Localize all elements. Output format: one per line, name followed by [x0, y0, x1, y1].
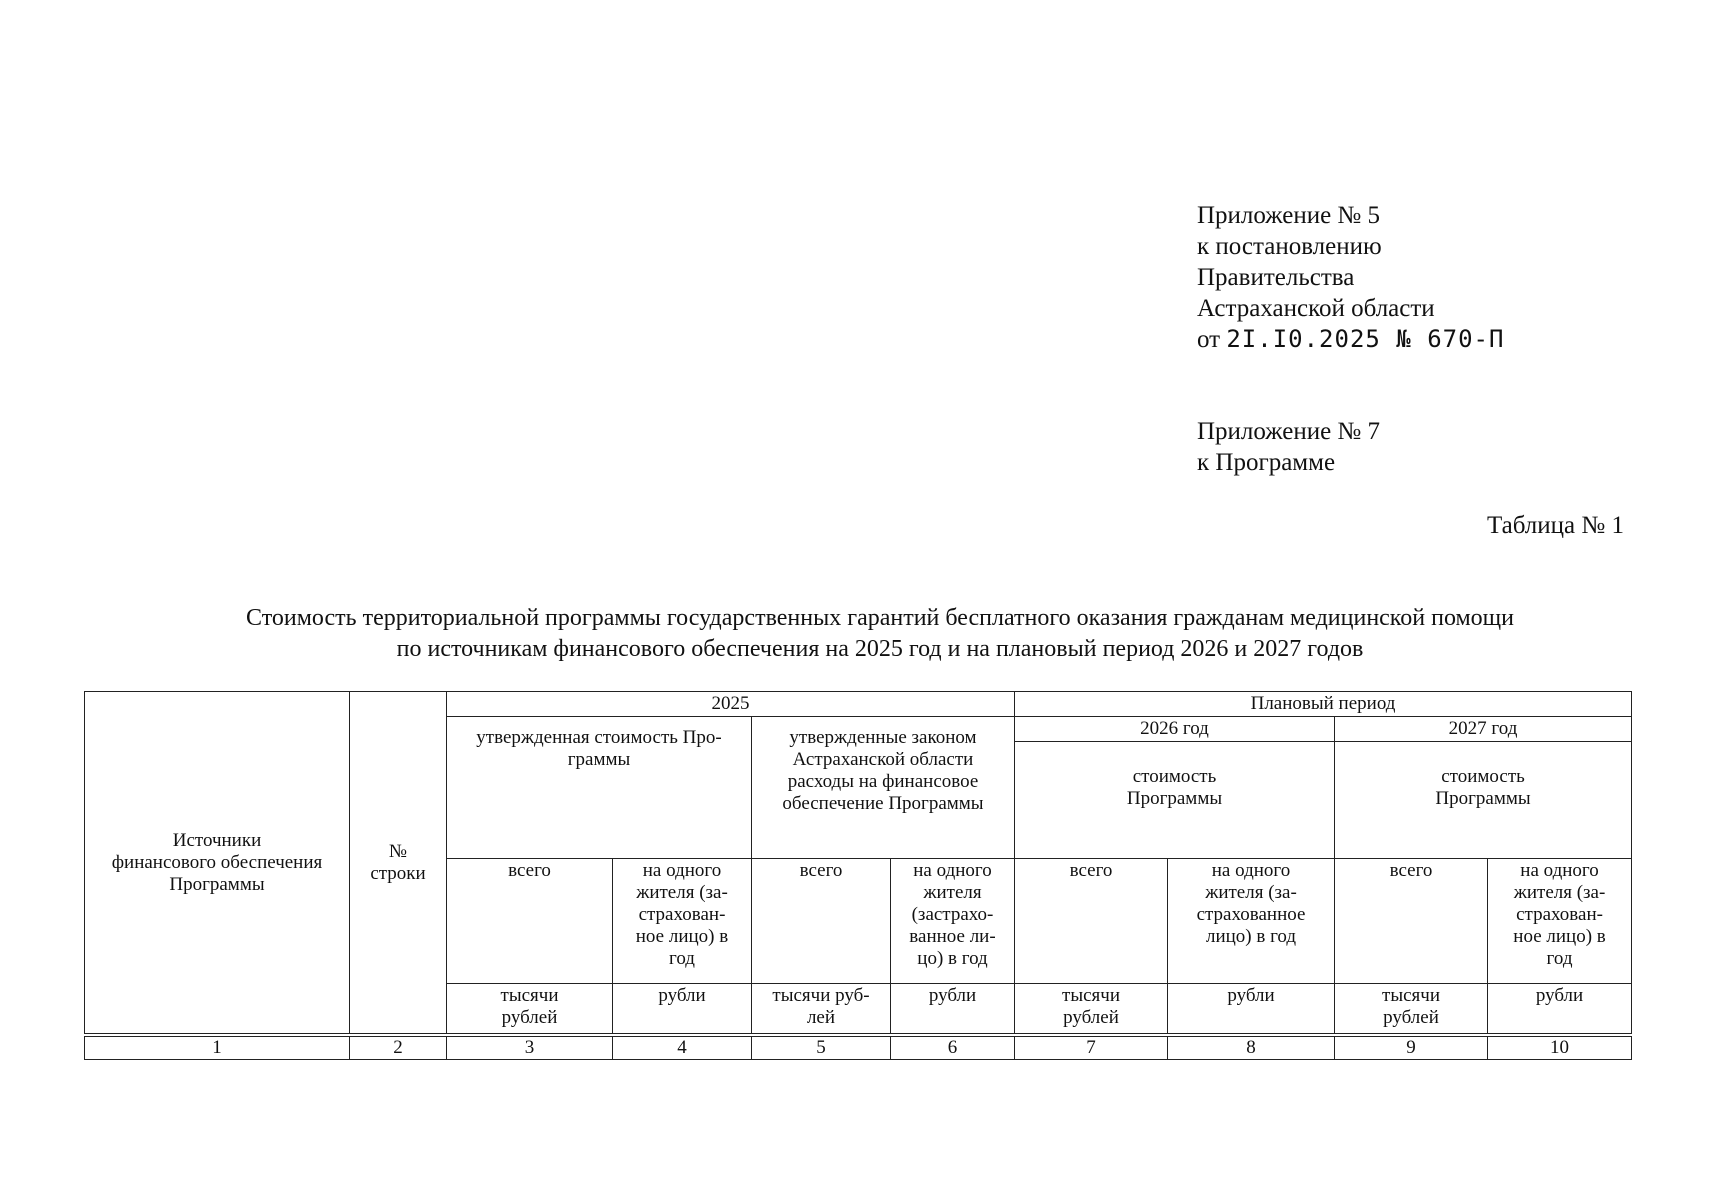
annex-5-line-3: Правительства — [1197, 264, 1355, 291]
table-number: Таблица № 1 — [1486, 512, 1624, 539]
sub-col-5: всего — [752, 859, 891, 984]
annex-5-header — [1197, 200, 1504, 355]
col-number-7: 7 — [1015, 1037, 1168, 1060]
annex-7-header — [1197, 416, 1380, 478]
unit-col-9: тысячи рублей — [1335, 984, 1488, 1034]
header-planned-period: Плановый период — [1015, 692, 1632, 717]
sub-col-4: на одного жителя (за- страхован- ное лицо) в год — [613, 859, 752, 984]
annex-5-title: Приложение № 5 — [1197, 202, 1381, 229]
title-line-1: Стоимость территориальной программы государственных гарантий бесплатного оказания гражданам медицинской помощи — [246, 605, 1514, 631]
unit-col-5: тысячи руб- лей — [752, 984, 891, 1034]
annex-5-line-2: к постановлению — [1197, 233, 1382, 260]
header-year-2027: 2027 год — [1335, 717, 1632, 742]
col-number-10: 10 — [1488, 1037, 1632, 1060]
header-approved-law: утвержденные законом Астраханской области расходы на финансовое обеспечение Программы — [752, 717, 1015, 859]
unit-col-7: тысячи рублей — [1015, 984, 1168, 1034]
col-number-4: 4 — [613, 1037, 752, 1060]
sub-col-6: на одного жителя (застрахо- ванное ли- цо) в год — [891, 859, 1015, 984]
col-number-5: 5 — [752, 1037, 891, 1060]
header-approved-cost: утвержденная стоимость Про- граммы — [447, 717, 752, 859]
sub-col-8: на одного жителя (за- страхованное лицо) в год — [1168, 859, 1335, 984]
annex-7-title: Приложение № 7 — [1197, 418, 1381, 445]
title-line-2: по источникам финансового обеспечения на 2025 год и на плановый период 2026 и 2027 годов — [396, 636, 1364, 662]
sub-col-10: на одного жителя (за- страхован- ное лицо) в год — [1488, 859, 1632, 984]
header-cost-2026: стоимость Программы — [1015, 742, 1335, 859]
col-number-6: 6 — [891, 1037, 1015, 1060]
unit-col-10: рубли — [1488, 984, 1632, 1034]
unit-col-4: рубли — [613, 984, 752, 1034]
cost-table — [84, 691, 1632, 1060]
annex-5-line-4: Астраханской области — [1197, 295, 1435, 322]
header-row-years — [85, 692, 1632, 717]
col-number-1: 1 — [85, 1037, 350, 1060]
date-stamp: 2I.I0.2025 № 670-П — [1226, 325, 1505, 353]
annex-5-date-line — [1197, 324, 1504, 355]
document-title — [80, 603, 1680, 665]
header-sources: Источники финансового обеспечения Программы — [85, 692, 350, 1034]
col-number-2: 2 — [350, 1037, 447, 1060]
unit-col-6: рубли — [891, 984, 1015, 1034]
header-cost-2027: стоимость Программы — [1335, 742, 1632, 859]
header-year-2026: 2026 год — [1015, 717, 1335, 742]
col-number-8: 8 — [1168, 1037, 1335, 1060]
unit-col-3: тысячи рублей — [447, 984, 613, 1034]
sub-col-9: всего — [1335, 859, 1488, 984]
sub-col-3: всего — [447, 859, 613, 984]
column-numbers-row — [85, 1037, 1632, 1060]
header-year-2025: 2025 — [447, 692, 1015, 717]
sub-col-7: всего — [1015, 859, 1168, 984]
annex-7-line-2: к Программе — [1197, 449, 1336, 476]
col-number-9: 9 — [1335, 1037, 1488, 1060]
date-prefix: от — [1197, 326, 1221, 353]
header-row-number: № строки — [350, 692, 447, 1034]
unit-col-8: рубли — [1168, 984, 1335, 1034]
col-number-3: 3 — [447, 1037, 613, 1060]
